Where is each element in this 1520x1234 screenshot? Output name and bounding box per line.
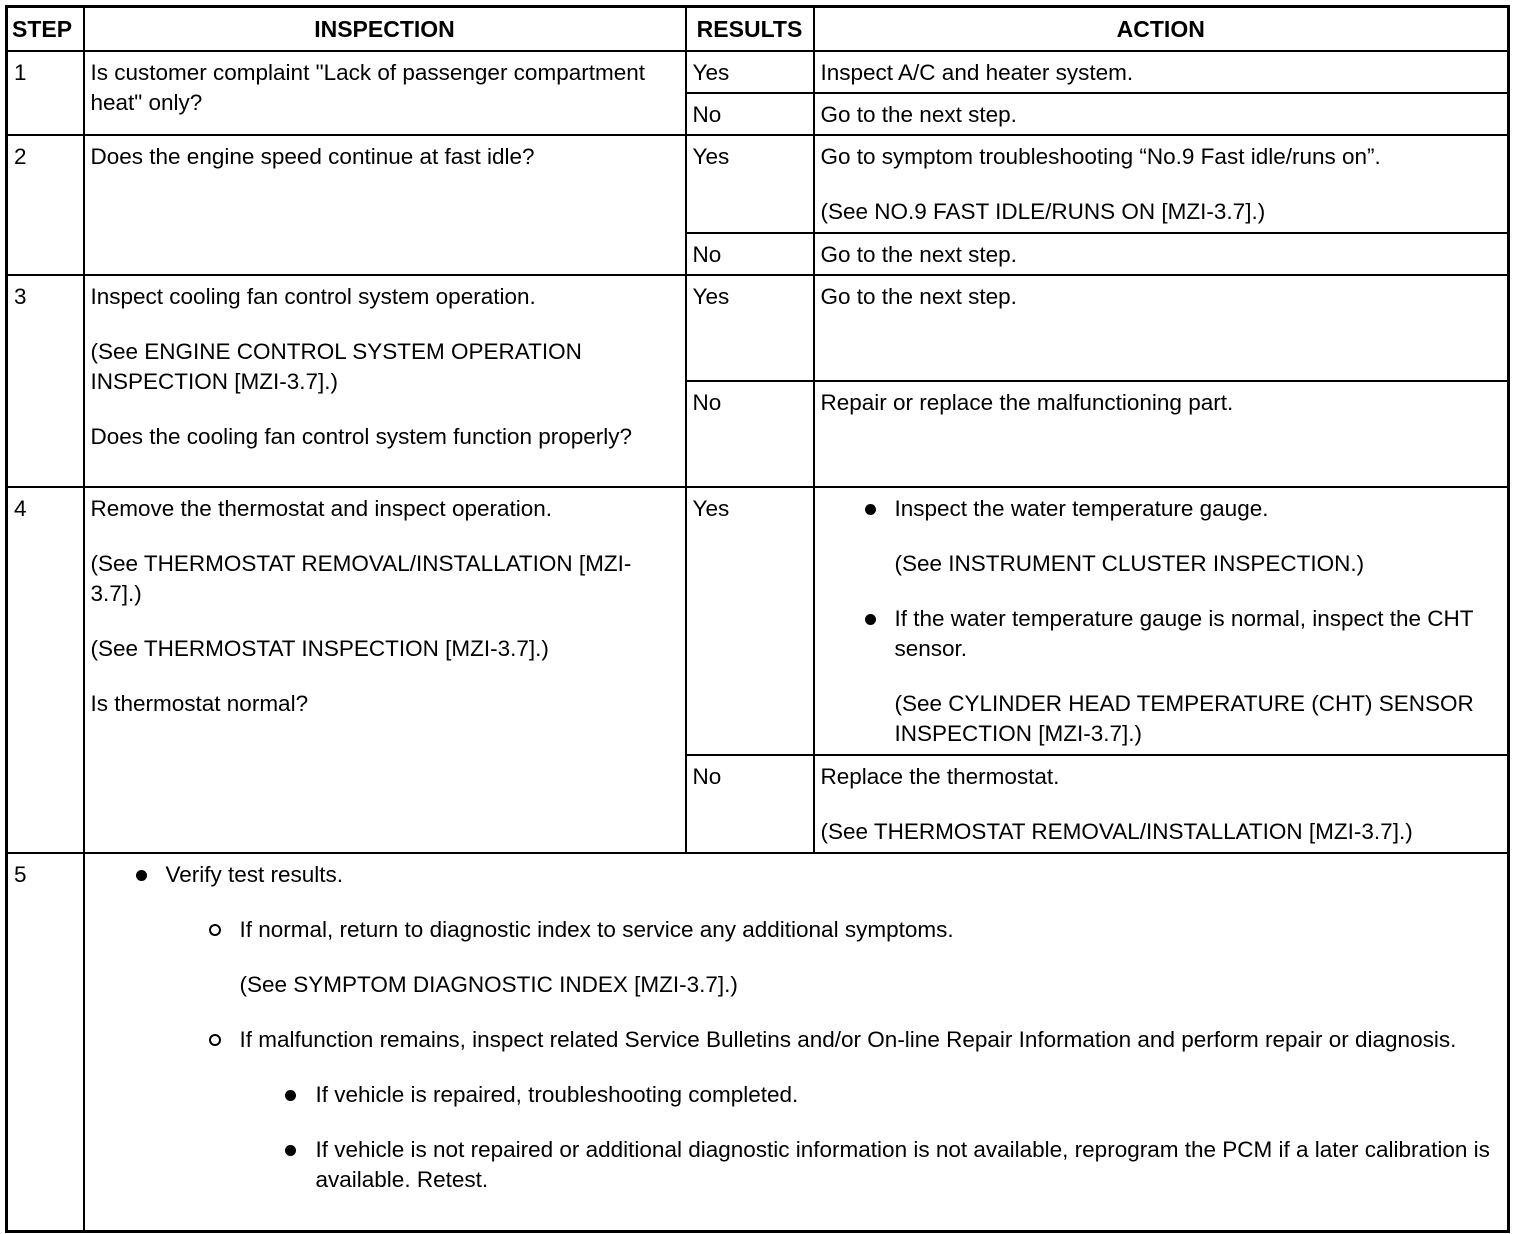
step-4-yes-row [7,487,1509,755]
action-cell [814,233,1509,275]
result-cell: No [686,93,814,135]
inspection-cell [84,135,686,275]
action-bullet [895,494,1502,579]
action-text: Go to the next step. [820,242,1017,267]
bullet-text: Inspect the water temperature gauge. [894,496,1269,521]
action-bullet [895,604,1502,749]
action-text: Go to the next step. [820,102,1017,127]
sub-item-reference: (See SYMPTOM DIAGNOSTIC INDEX [MZI-3.7].) [239,972,738,997]
header-row [7,7,1509,52]
action-text: Repair or replace the malfunctioning part. [820,390,1234,415]
diagnostic-procedure-table [5,5,1510,1233]
action-text: Go to symptom troubleshooting “No.9 Fast idle/runs on”. [820,144,1381,169]
action-cell [814,51,1509,93]
step-column-header: STEP [7,7,84,52]
step-3-yes-row [7,275,1509,381]
action-cell [814,381,1509,487]
inspection-question: Does the cooling fan control system function properly? [90,424,633,449]
verify-sub-item [240,1025,1502,1195]
step-number: 3 [7,275,84,487]
result-cell: Yes [686,51,814,93]
verify-cell [84,853,1509,1231]
inspection-text: Remove the thermostat and inspect operation. [90,496,553,521]
step-2-yes-row [7,135,1509,233]
action-text: Go to the next step. [820,284,1017,309]
verify-outcome-item [316,1080,1502,1110]
inspection-text: Does the engine speed continue at fast idle? [90,144,535,169]
verify-bullet [166,860,1502,1195]
result-cell: Yes [686,487,814,755]
inspection-reference: (See THERMOSTAT INSPECTION [MZI-3.7].) [90,636,549,661]
verify-sub-item [240,915,1502,1000]
inspection-cell [84,51,686,135]
result-cell: Yes [686,275,814,381]
outcome-text: If vehicle is not repaired or additional diagnostic information is not available, reprogram the PCM if a later calibration is available. Retest. [315,1137,1490,1192]
action-cell [814,487,1509,755]
inspection-text: Inspect cooling fan control system operation. [90,284,536,309]
inspection-cell [84,275,686,487]
action-bullet-list [821,494,1502,749]
inspection-column-header: INSPECTION [84,7,686,52]
result-cell: No [686,233,814,275]
step-1-yes-row [7,51,1509,93]
outcome-text: If vehicle is repaired, troubleshooting completed. [315,1082,799,1107]
action-cell [814,755,1509,853]
step-number: 2 [7,135,84,275]
bullet-text: Verify test results. [165,862,344,887]
inspection-question: Is thermostat normal? [90,691,309,716]
action-reference: (See NO.9 FAST IDLE/RUNS ON [MZI-3.7].) [820,199,1266,224]
bullet-reference: (See INSTRUMENT CLUSTER INSPECTION.) [894,551,1365,576]
inspection-reference: (See ENGINE CONTROL SYSTEM OPERATION INSPECTION [MZI-3.7].) [90,339,582,394]
step-number: 1 [7,51,84,135]
verify-sub-list [166,915,1502,1195]
step-number: 4 [7,487,84,853]
inspection-text: Is customer complaint "Lack of passenger compartment heat" only? [90,60,645,115]
bullet-text: If the water temperature gauge is normal, inspect the CHT sensor. [894,606,1474,661]
action-reference: (See THERMOSTAT REMOVAL/INSTALLATION [MZI-3.7].) [820,819,1413,844]
verify-list [91,860,1502,1195]
bullet-reference: (See CYLINDER HEAD TEMPERATURE (CHT) SENSOR INSPECTION [MZI-3.7].) [894,691,1474,746]
action-cell [814,275,1509,381]
sub-item-text: If normal, return to diagnostic index to service any additional symptoms. [239,917,954,942]
action-cell [814,135,1509,233]
inspection-cell [84,487,686,853]
results-column-header: RESULTS [686,7,814,52]
step-5-row [7,853,1509,1231]
verify-outcome-item [316,1135,1502,1195]
action-cell [814,93,1509,135]
step-number: 5 [7,853,84,1231]
result-cell: No [686,755,814,853]
result-cell: Yes [686,135,814,233]
action-column-header: ACTION [814,7,1509,52]
verify-outcome-list [240,1080,1502,1195]
action-text: Replace the thermostat. [820,764,1060,789]
action-text: Inspect A/C and heater system. [820,60,1134,85]
result-cell: No [686,381,814,487]
inspection-reference: (See THERMOSTAT REMOVAL/INSTALLATION [MZI-3.7].) [90,551,632,606]
sub-item-text: If malfunction remains, inspect related Service Bulletins and/or On-line Repair Information and perform repair or diagnosis. [239,1027,1457,1052]
